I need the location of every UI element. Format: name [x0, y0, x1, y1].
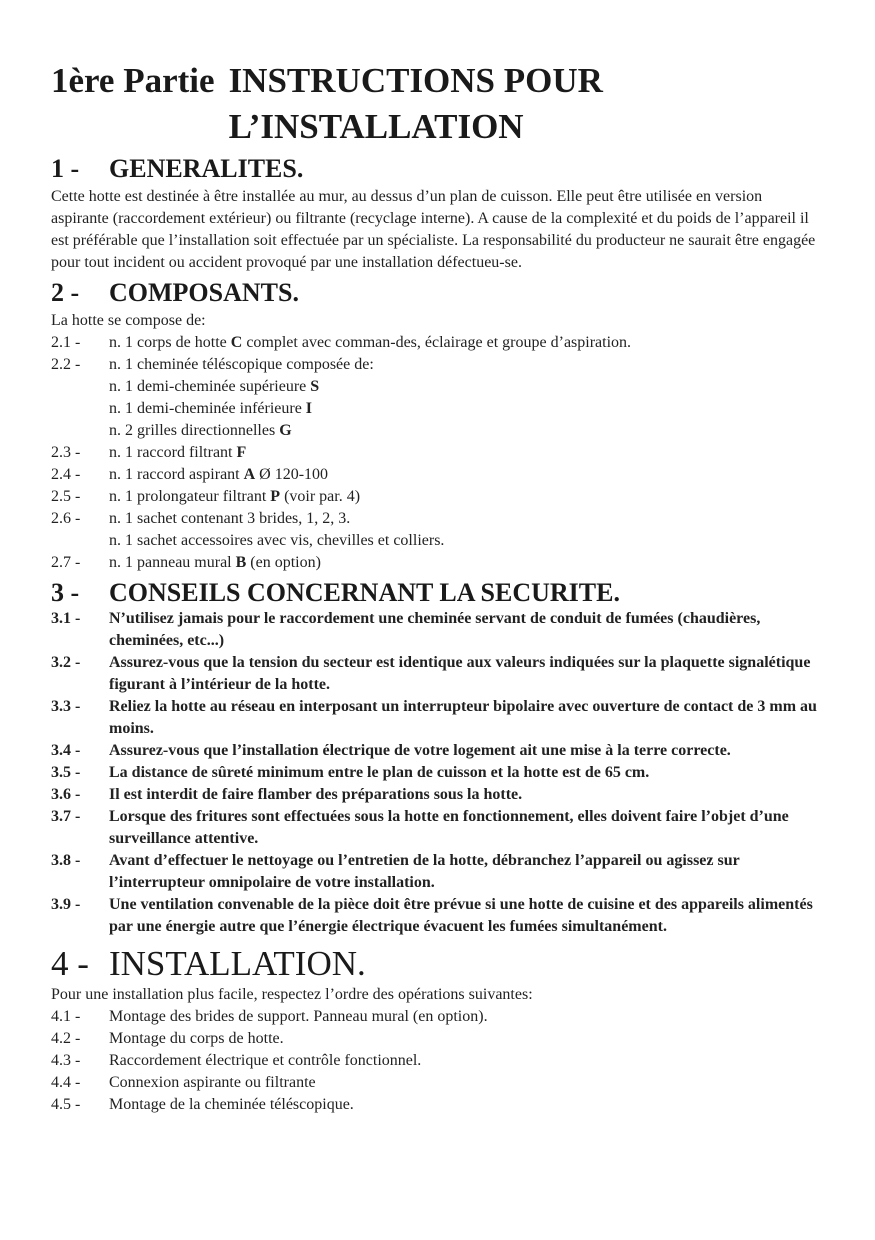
- section-number: 2 -: [51, 278, 80, 307]
- section-title: GENERALITES.: [109, 154, 304, 183]
- item-text: n. 1 sachet contenant 3 brides, 1, 2, 3.: [109, 510, 351, 527]
- section-number: 3 -: [51, 578, 80, 607]
- sub-item: n. 1 demi-cheminée supérieure S: [109, 378, 320, 395]
- safety-list: [51, 608, 821, 938]
- list-item: 3.3 - Reliez la hotte au réseau en interposant un interrupteur bipolaire avec ouverture de contact de 3 mm au moins.: [51, 698, 817, 737]
- title-line-1: INSTRUCTIONS POUR: [228, 61, 603, 100]
- item-number: 2.1 -: [51, 334, 81, 351]
- list-item: [51, 354, 821, 376]
- section-title: COMPOSANTS.: [109, 278, 299, 307]
- list-item: 4.1 - Montage des brides de support. Panneau mural (en option).: [51, 1008, 488, 1025]
- item-number: 2.4 -: [51, 466, 81, 483]
- list-item: [51, 464, 821, 486]
- item-number: 2.6 -: [51, 510, 81, 527]
- section-4-heading: [51, 946, 821, 982]
- list-item: 3.7 - Lorsque des fritures sont effectuées sous la hotte en fonctionnement, elles doivent faire l’objet d’une surveillance attentive.: [51, 808, 789, 847]
- list-item: [51, 508, 821, 530]
- list-item: 3.9 - Une ventilation convenable de la pièce doit être prévue si une hotte de cuisine et des appareils alimentés par une énergie autre que l’énergie électrique évacuent les fumées simultanément.: [51, 896, 813, 935]
- section-number: 4 -: [51, 944, 89, 983]
- item-number: 2.2 -: [51, 356, 81, 373]
- sub-item: n. 2 grilles directionnelles G: [109, 422, 292, 439]
- section-2-intro: La hotte se compose de:: [51, 312, 206, 329]
- list-item: 3.4 - Assurez-vous que l’installation électrique de votre logement ait une mise à la terre correcte.: [51, 742, 731, 759]
- list-item: [51, 486, 821, 508]
- item-text: n. 1 raccord filtrant F: [109, 444, 247, 461]
- item-number: 2.5 -: [51, 488, 81, 505]
- section-title: CONSEILS CONCERNANT LA SECURITE.: [109, 578, 620, 607]
- section-number: 1 -: [51, 154, 80, 183]
- item-text: n. 1 prolongateur filtrant P (voir par. 4): [109, 488, 361, 505]
- document-title: [51, 58, 821, 150]
- section-title: INSTALLATION.: [109, 944, 366, 983]
- item-text: n. 1 raccord aspirant A Ø 120-100: [109, 466, 329, 483]
- section-3-heading: [51, 578, 821, 608]
- item-text: n. 1 corps de hotte C complet avec comman-des, éclairage et groupe d’aspiration.: [109, 334, 632, 351]
- section-2-heading: [51, 278, 821, 308]
- title-line-2: L’INSTALLATION: [228, 107, 524, 146]
- section-4-intro: Pour une installation plus facile, respectez l’ordre des opérations suivantes:: [51, 986, 533, 1003]
- title-main: [229, 58, 649, 150]
- installation-steps: [51, 1006, 821, 1116]
- list-item: 4.2 - Montage du corps de hotte.: [51, 1030, 284, 1047]
- list-item: [51, 552, 821, 574]
- list-item: 3.8 - Avant d’effectuer le nettoyage ou l’entretien de la hotte, débranchez l’appareil ou agissez sur l’interrupteur omnipolaire de votre installation.: [51, 852, 740, 891]
- list-item: 3.6 - Il est interdit de faire flamber des préparations sous la hotte.: [51, 786, 523, 803]
- list-item: 4.3 - Raccordement électrique et contrôle fonctionnel.: [51, 1052, 422, 1069]
- list-item: 3.5 - La distance de sûreté minimum entre le plan de cuisson et la hotte est de 65 cm.: [51, 764, 650, 781]
- list-item: 3.2 - Assurez-vous que la tension du secteur est identique aux valeurs indiquées sur la plaquette signalétique figurant à l’intérieur de la hotte.: [51, 654, 811, 693]
- section-1-body: Cette hotte est destinée à être installée au mur, au dessus d’un plan de cuisson. Elle peut être utilisée en version aspirante (raccordement extérieur) ou filtrante (recyclage interne). A cause de la complexité et du poids de l’appareil il est préférable que l’installation soit effectuée par un spécialiste. La responsabilité du producteur ne saurait être engagée pour tout incident ou accident provoqué par une installation défectueu-se.: [51, 188, 816, 271]
- list-item: [51, 332, 821, 354]
- list-item: [51, 442, 821, 464]
- sub-item: n. 1 demi-cheminée inférieure I: [109, 400, 313, 417]
- item-text: n. 1 cheminée téléscopique composée de:: [109, 356, 374, 373]
- list-item: 4.5 - Montage de la cheminée téléscopique.: [51, 1096, 354, 1113]
- section-1-heading: [51, 154, 821, 184]
- list-item: 4.4 - Connexion aspirante ou filtrante: [51, 1074, 316, 1091]
- title-part-label: 1ère Partie: [51, 61, 215, 100]
- item-number: 2.7 -: [51, 554, 81, 571]
- item-text: n. 1 panneau mural B (en option): [109, 554, 321, 571]
- sub-item: n. 1 sachet accessoires avec vis, chevilles et colliers.: [109, 532, 445, 549]
- item-number: 2.3 -: [51, 444, 81, 461]
- list-item: 3.1 - N’utilisez jamais pour le raccordement une cheminée servant de conduit de fumées (chaudières, cheminées, etc...): [51, 610, 761, 649]
